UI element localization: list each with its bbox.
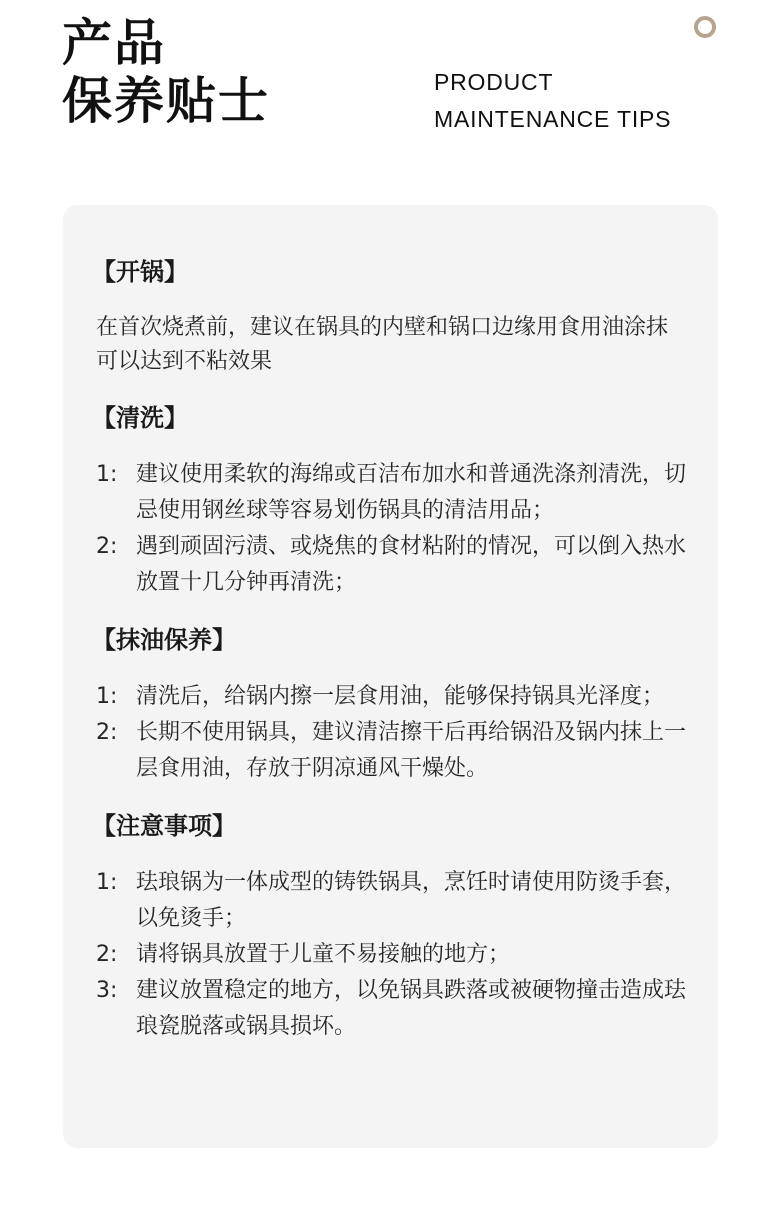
title-en-line-1: PRODUCT xyxy=(434,69,554,95)
section-heading: 【清洗】 xyxy=(92,404,188,432)
tips-list xyxy=(96,865,696,1045)
section-oil-care xyxy=(92,623,696,787)
item-text: 珐琅锅为一体成型的铸铁锅具，烹饪时请使用防烫手套，以免烫手； xyxy=(136,870,687,931)
item-text: 建议使用柔软的海绵或百洁布加水和普通洗涤剂清洗，切忌使用钢丝球等容易划伤锅具的清洁用品； xyxy=(136,462,687,523)
item-text: 遇到顽固污渍、或烧焦的食材粘附的情况，可以倒入热水放置十几分钟再清洗； xyxy=(136,534,687,595)
page-title-en xyxy=(434,64,671,138)
item-number: 1: xyxy=(96,684,118,709)
ring-ornament-icon xyxy=(694,16,716,38)
section-heading: 【开锅】 xyxy=(92,258,188,286)
item-number: 2: xyxy=(96,534,118,559)
section-open-pot xyxy=(92,255,696,379)
item-number: 1: xyxy=(96,462,118,487)
tips-content xyxy=(92,255,696,1067)
list-item xyxy=(96,865,696,937)
tips-list xyxy=(96,457,696,601)
section-heading: 【注意事项】 xyxy=(92,812,236,840)
page-title-cn xyxy=(62,14,270,130)
title-cn-line-1: 产品 xyxy=(62,14,166,72)
section-paragraph: 在首次烧煮前，建议在锅具的内壁和锅口边缘用食用油涂抹可以达到不粘效果 xyxy=(96,315,669,374)
list-item xyxy=(96,457,696,529)
tips-card xyxy=(63,205,718,1148)
section-notes xyxy=(92,809,696,1045)
title-en-line-2: MAINTENANCE TIPS xyxy=(434,106,672,132)
section-heading: 【抹油保养】 xyxy=(92,626,236,654)
item-number: 1: xyxy=(96,870,118,895)
tips-list xyxy=(96,679,696,787)
item-number: 2: xyxy=(96,942,118,967)
title-cn-line-2: 保养贴士 xyxy=(62,72,270,130)
list-item xyxy=(96,679,696,715)
item-number: 3: xyxy=(96,978,118,1003)
list-item xyxy=(96,973,696,1045)
list-item xyxy=(96,715,696,787)
item-text: 建议放置稳定的地方，以免锅具跌落或被硬物撞击造成珐琅瓷脱落或锅具损坏。 xyxy=(136,978,687,1039)
section-cleaning xyxy=(92,401,696,601)
list-item xyxy=(96,529,696,601)
item-text: 长期不使用锅具，建议清洁擦干后再给锅沿及锅内抹上一层食用油，存放于阴凉通风干燥处。 xyxy=(136,720,687,781)
item-text: 清洗后，给锅内擦一层食用油，能够保持锅具光泽度； xyxy=(136,684,665,709)
item-text: 请将锅具放置于儿童不易接触的地方； xyxy=(136,942,511,967)
list-item xyxy=(96,937,696,973)
item-number: 2: xyxy=(96,720,118,745)
